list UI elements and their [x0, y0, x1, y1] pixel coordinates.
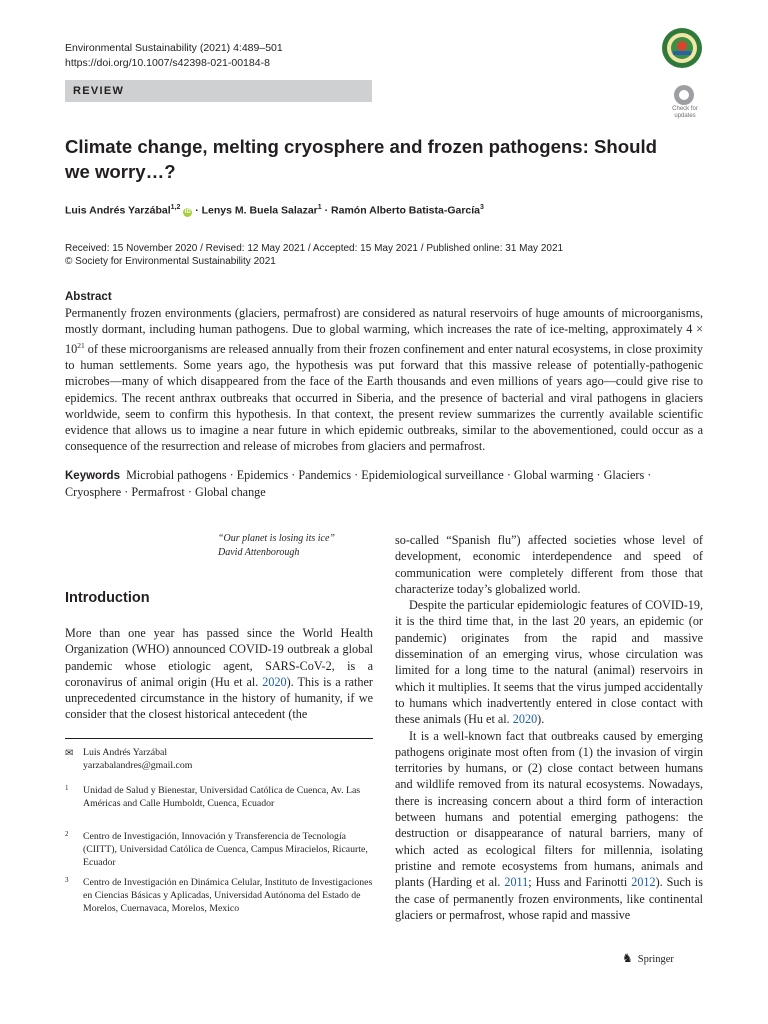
orcid-icon[interactable]: iD — [184, 208, 191, 215]
affiliation-footnote — [65, 830, 373, 870]
introduction-paragraph: More than one year has passed since the World Health Organization (WHO) announced COVID-19 outbreak a global pandemic whose etiologic agent, SARS-CoV-2, is a coronavirus of animal origin (Hu et al. 2020). This is a rather unprecedented circumstance in the history of humanity, if we consider that the closest historical antecedent (the — [65, 626, 373, 722]
affiliation-text: Centro de Investigación, Innovación y Transferencia de Tecnología (CIITT), Universidad Católica de Cuenca, Campus Miracielos, Ricaurte, Ecuador — [83, 831, 368, 869]
abstract-text: Permanently frozen environments (glaciers, permafrost) are considered as natural reservoirs of huge amounts of microorganisms, mostly dormant, including human pathogens. Due to global warming, which increases the rate of ice-melting, approximately $4 \times 10^{21}$ of these microorganisms are released annually from their frozen confinement and enter natural ecosystems, in close proximity to human settlements. Some years ago, the hypothesis was put forward that this massive release of potentially-pathogenic microbes—many of which disappeared from the face of the Earth thousands and even millions of years ago—could give rise to epidemics. The recent anthrax outbreaks that occurred in Siberia, and the presence of bacterial and viral pathogens in glaciers worldwide, seem to confirm this hypothesis. In that context, the present review summarizes the currently available scientific evidence that allows us to imagine a near future in which epidemic outbreaks, similar to the abovementioned, could occur as a consequence of the resurrection and release of microbes from glaciers and permafrost. — [65, 306, 703, 454]
keywords — [65, 467, 703, 501]
affiliation-footnote — [65, 784, 373, 810]
article-type-bar — [65, 80, 372, 102]
right-column — [395, 532, 703, 923]
author-list: Luis Andrés Yarzábal$^{1,2}$ iD · Lenys M. Buela Salazar$^1$ · Ramón Alberto Batista-García$^3$ — [65, 204, 484, 217]
citation-link[interactable]: 2020 — [512, 712, 538, 727]
affiliation-text: Unidad de Salud y Bienestar, Universidad Católica de Cuenca, Av. Las Américas and Calle Humboldt, Cuenca, Ecuador — [83, 785, 361, 810]
epigraph-quote: “Our planet is losing its ice” — [218, 533, 335, 544]
author-affiliation: 1 — [317, 204, 322, 211]
keywords-list: Microbial pathogens · Epidemics · Pandemics · Epidemiological surveillance · Global warming · Glaciers · Cryosphere · Permafrost · Global change — [65, 468, 652, 500]
copyright-line: © Society for Environmental Sustainability 2021 — [65, 256, 276, 267]
publisher-name: Springer — [637, 954, 674, 965]
publisher-logo — [622, 951, 674, 966]
update-check-icon — [674, 85, 694, 105]
article-type-label: REVIEW — [73, 85, 125, 97]
check-updates-line2: updates — [674, 113, 696, 119]
journal-header — [65, 41, 283, 71]
envelope-icon: ✉ — [65, 748, 74, 759]
journal-citation: Environmental Sustainability (2021) 4:489–501 — [65, 42, 283, 54]
citation-link[interactable]: 2012 — [631, 875, 656, 890]
doi-link[interactable]: https://doi.org/10.1007/s42398-021-00184-8 — [65, 57, 270, 69]
affiliation-number: 2 — [65, 830, 69, 838]
introduction-heading: Introduction — [65, 590, 150, 606]
citation-link[interactable]: 2020 — [262, 674, 287, 689]
corresponding-author — [65, 746, 373, 772]
epigraph — [218, 532, 335, 560]
affiliation-number: 3 — [65, 876, 69, 884]
body-paragraph: so-called “Spanish flu”) affected societies whose level of development, economic interdependence and speed of communication were completely different from those that characterize today’s globalized world. — [395, 533, 703, 596]
check-updates-line1: Check for — [672, 106, 698, 112]
footnote-divider — [65, 738, 373, 739]
author-name[interactable]: Luis Andrés Yarzábal — [65, 204, 171, 217]
author-name[interactable]: Ramón Alberto Batista-García — [331, 204, 481, 217]
society-seal-icon — [661, 27, 703, 69]
affiliation-text: Centro de Investigación en Dinámica Celular, Instituto de Investigaciones en Ciencias Básicas y Aplicadas, Universidad Autónoma del Estado de Morelos, Cuernavaca, Morelos, Mexico — [83, 877, 373, 915]
body-paragraph: Despite the particular epidemiologic features of COVID-19, it is the third time that, in the last 20 years, an epidemic (or pandemic) originates from the rapid and massive dissemination of an emerging virus, whose circulation was limited for a long time to the natural (animal) reservoirs in which it multiplies. It seems that the virus jumped accidentally to humans which inadvertently entered in close contact with these animals (Hu et al. 2020). — [395, 598, 703, 727]
contact-name: Luis Andrés Yarzábal — [83, 747, 168, 758]
abstract-heading: Abstract — [65, 291, 112, 303]
body-paragraph: It is a well-known fact that outbreaks caused by emerging pathogens originate most often from (1) the invasion of virgin territories by humans, or (2) close contact between humans and wildlife removed from its natural ecosystems. Nowadays, there is increasing concern about a third form of interaction between humans and potential emerging pathogens: the destruction or disappearance of natural barriers, many of which acted as ecological filters for millennia, isolating pristine and remote ecosystems from humans, animals and plants (Harding et al. 2011; Huss and Farinotti 2012). Such is the case of permanently frozen environments, like continental glaciers or permafrost, whose rapid and massive — [395, 728, 703, 922]
author-name[interactable]: Lenys M. Buela Salazar — [201, 204, 318, 217]
citation-link[interactable]: 2011 — [504, 875, 529, 890]
article-history — [65, 242, 563, 268]
publication-dates: Received: 15 November 2020 / Revised: 12 May 2021 / Accepted: 15 May 2021 / Published online: 31 May 2021 — [65, 243, 564, 254]
keywords-heading: Keywords — [65, 470, 120, 482]
author-affiliation: 3 — [480, 204, 484, 211]
article-title: Climate change, melting cryosphere and frozen pathogens: Should we worry…? — [65, 136, 657, 182]
springer-horse-icon: ♞ — [622, 951, 633, 965]
author-affiliation: 1,2 — [170, 204, 181, 211]
affiliation-footnote — [65, 876, 373, 916]
contact-email[interactable]: yarzabalandres@gmail.com — [83, 760, 193, 772]
check-for-updates-button[interactable] — [666, 84, 704, 124]
affiliation-number: 1 — [65, 784, 69, 792]
epigraph-author: David Attenborough — [218, 547, 300, 558]
